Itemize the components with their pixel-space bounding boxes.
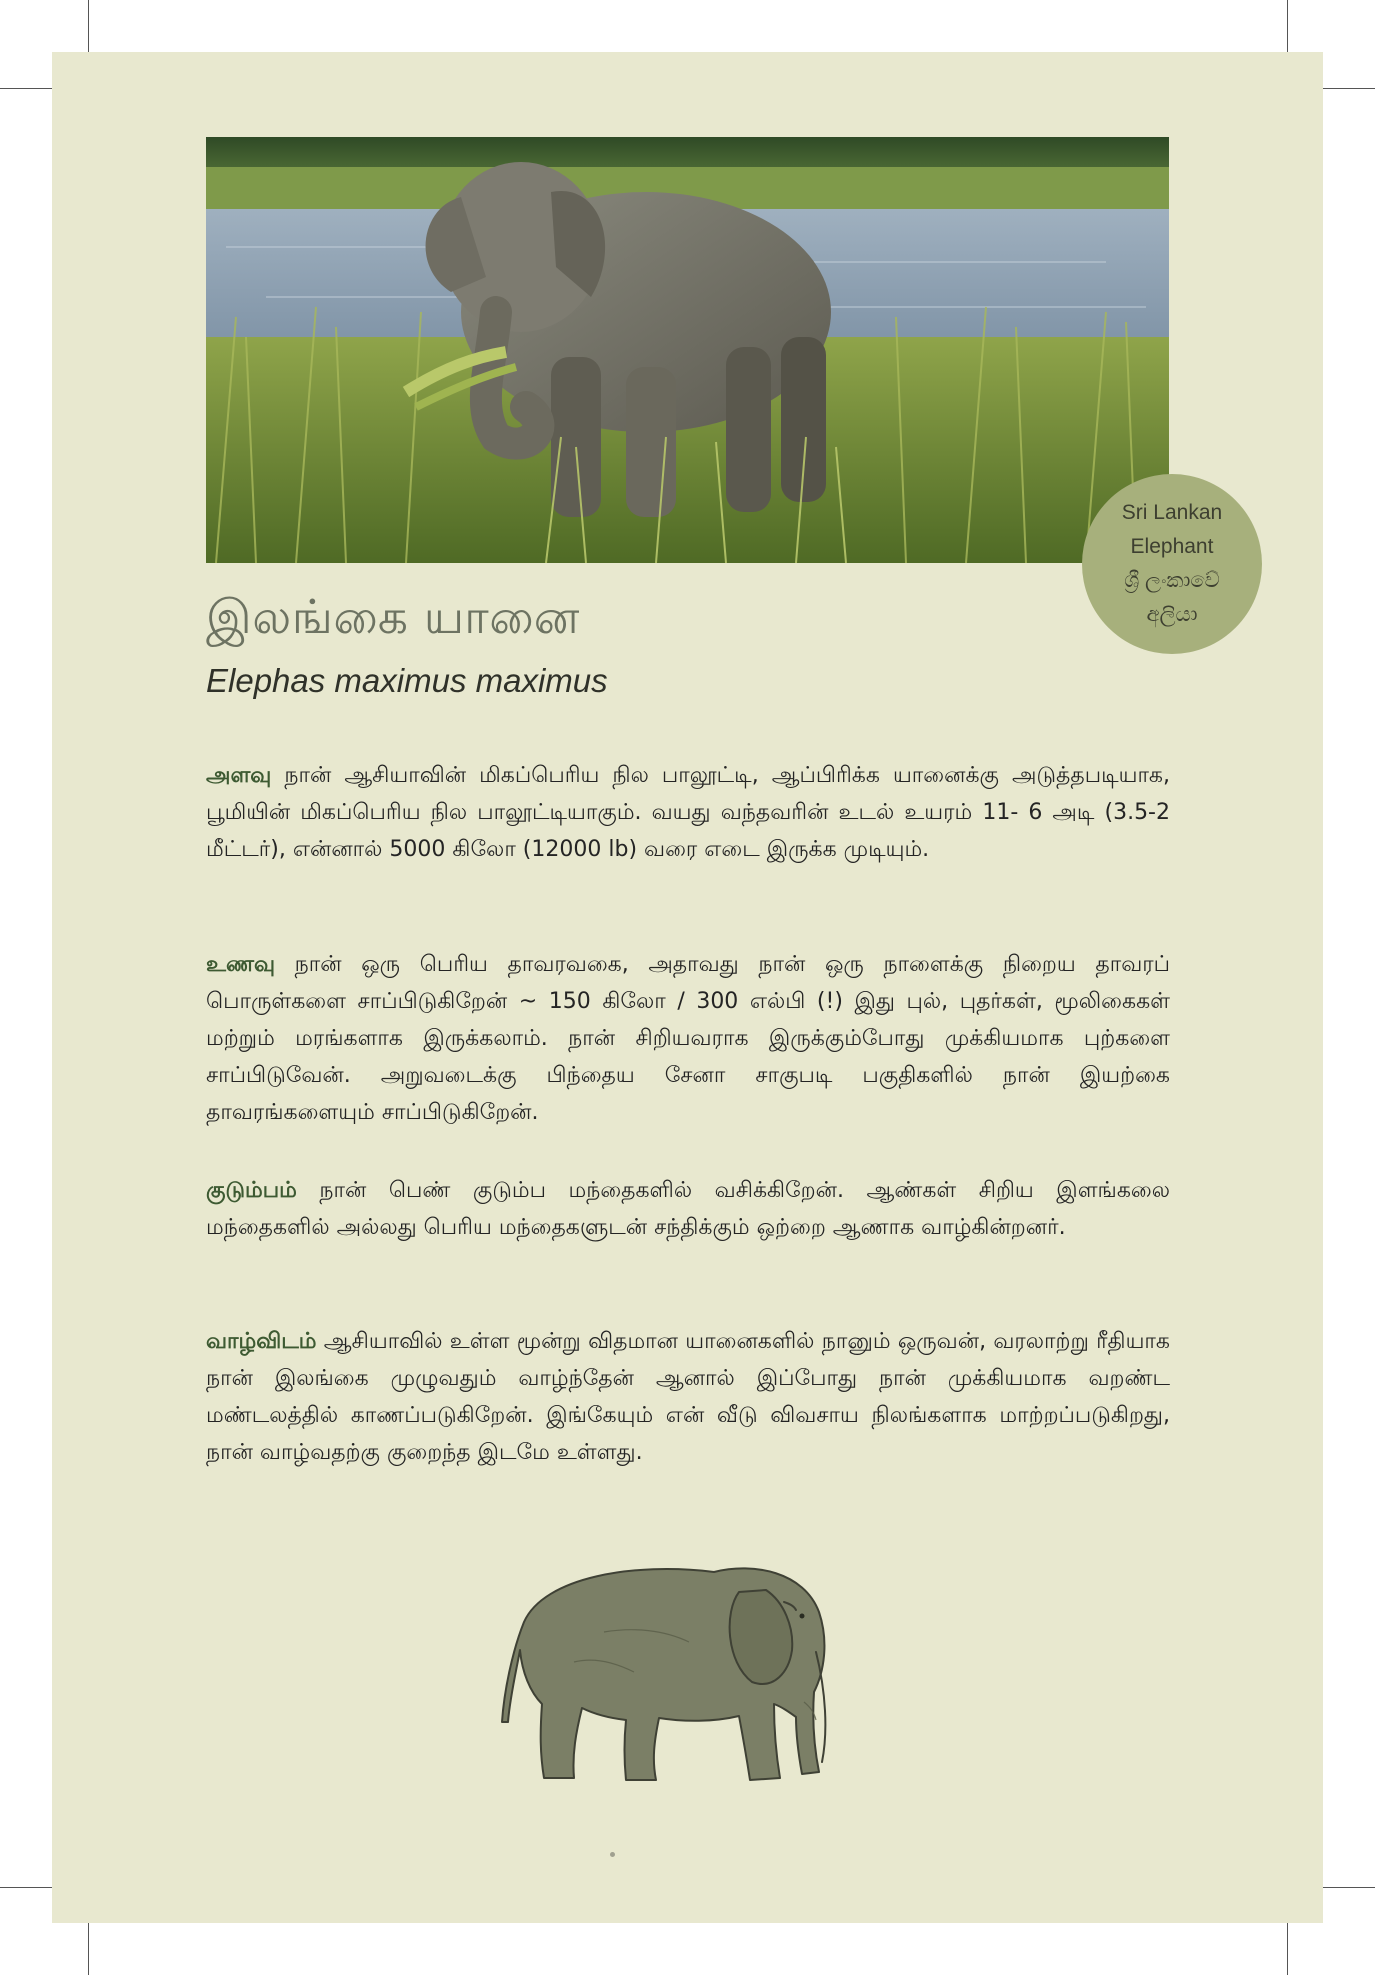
page-title: இலங்கை யானை	[206, 590, 580, 645]
section-size	[206, 757, 1170, 868]
section-text: ஆசியாவில் உள்ள மூன்று விதமான யானைகளில் நானும் ஒருவன், வரலாற்று ரீதியாக நான் இலங்கை முழுவதும் வாழ்ந்தேன் ஆனால் இப்போது நான் முக்கியமாக வறண்ட மண்டலத்தில் காணப்படுகிறேன். இங்கேயும் என் வீடு விவசாய நிலங்களாக மாற்றப்படுகிறது, நான் வாழ்வதற்கு குறைந்த இடமே உள்ளது.	[206, 1329, 1170, 1465]
section-keyword: வாழ்விடம்	[206, 1329, 317, 1354]
section-keyword: அளவு	[206, 763, 272, 788]
section-family	[206, 1172, 1170, 1246]
elephant-illustration	[484, 1532, 874, 1792]
section-keyword: உணவு	[206, 952, 276, 977]
section-keyword: குடும்பம்	[206, 1178, 297, 1203]
badge-english-line2: Elephant	[1130, 535, 1214, 558]
section-habitat	[206, 1323, 1170, 1471]
badge-sinhala-line1: ශ්‍රී ලංකාවේ	[1124, 569, 1220, 592]
section-text: நான் ஒரு பெரிய தாவரவகை, அதாவது நான் ஒரு நாளைக்கு நிறைய தாவரப் பொருள்களை சாப்பிடுகிறேன் ~ 150 கிலோ / 300 எல்பி (!) இது புல், புதர்கள், மூலிகைகள் மற்றும் மரங்களாக இருக்கலாம். நான் சிறியவராக இருக்கும்போது முக்கியமாக புற்களை சாப்பிடுவேன். அறுவடைக்கு பிந்தைய சேனா சாகுபடி பகுதிகளில் நான் இயற்கை தாவரங்களையும் சாப்பிடுகிறேன்.	[206, 952, 1170, 1125]
section-text: நான் ஆசியாவின் மிகப்பெரிய நில பாலூட்டி, ஆப்பிரிக்க யானைக்கு அடுத்தபடியாக, பூமியின் மிகப்பெரிய நில பாலூட்டியாகும். வயது வந்தவரின் உடல் உயரம் 11- 6 அடி (3.5-2 மீட்டர்), என்னால் 5000 கிலோ (12000 lb) வரை எடை இருக்க முடியும்.	[206, 763, 1171, 862]
section-text: நான் பெண் குடும்ப மந்தைகளில் வசிக்கிறேன். ஆண்கள் சிறிய இளங்கலை மந்தைகளில் அல்லது பெரிய மந்தைகளுடன் சந்திக்கும் ஒற்றை ஆணாக வாழ்கின்றனர்.	[206, 1178, 1170, 1240]
scientific-name: Elephas maximus maximus	[206, 662, 608, 699]
badge-sinhala-line2: අලියා	[1146, 603, 1198, 626]
section-food	[206, 946, 1170, 1131]
elephant-photo	[206, 137, 1169, 563]
badge-english-line1: Sri Lankan	[1121, 501, 1223, 524]
species-name-badge	[1082, 474, 1262, 654]
page-dot	[610, 1852, 615, 1857]
